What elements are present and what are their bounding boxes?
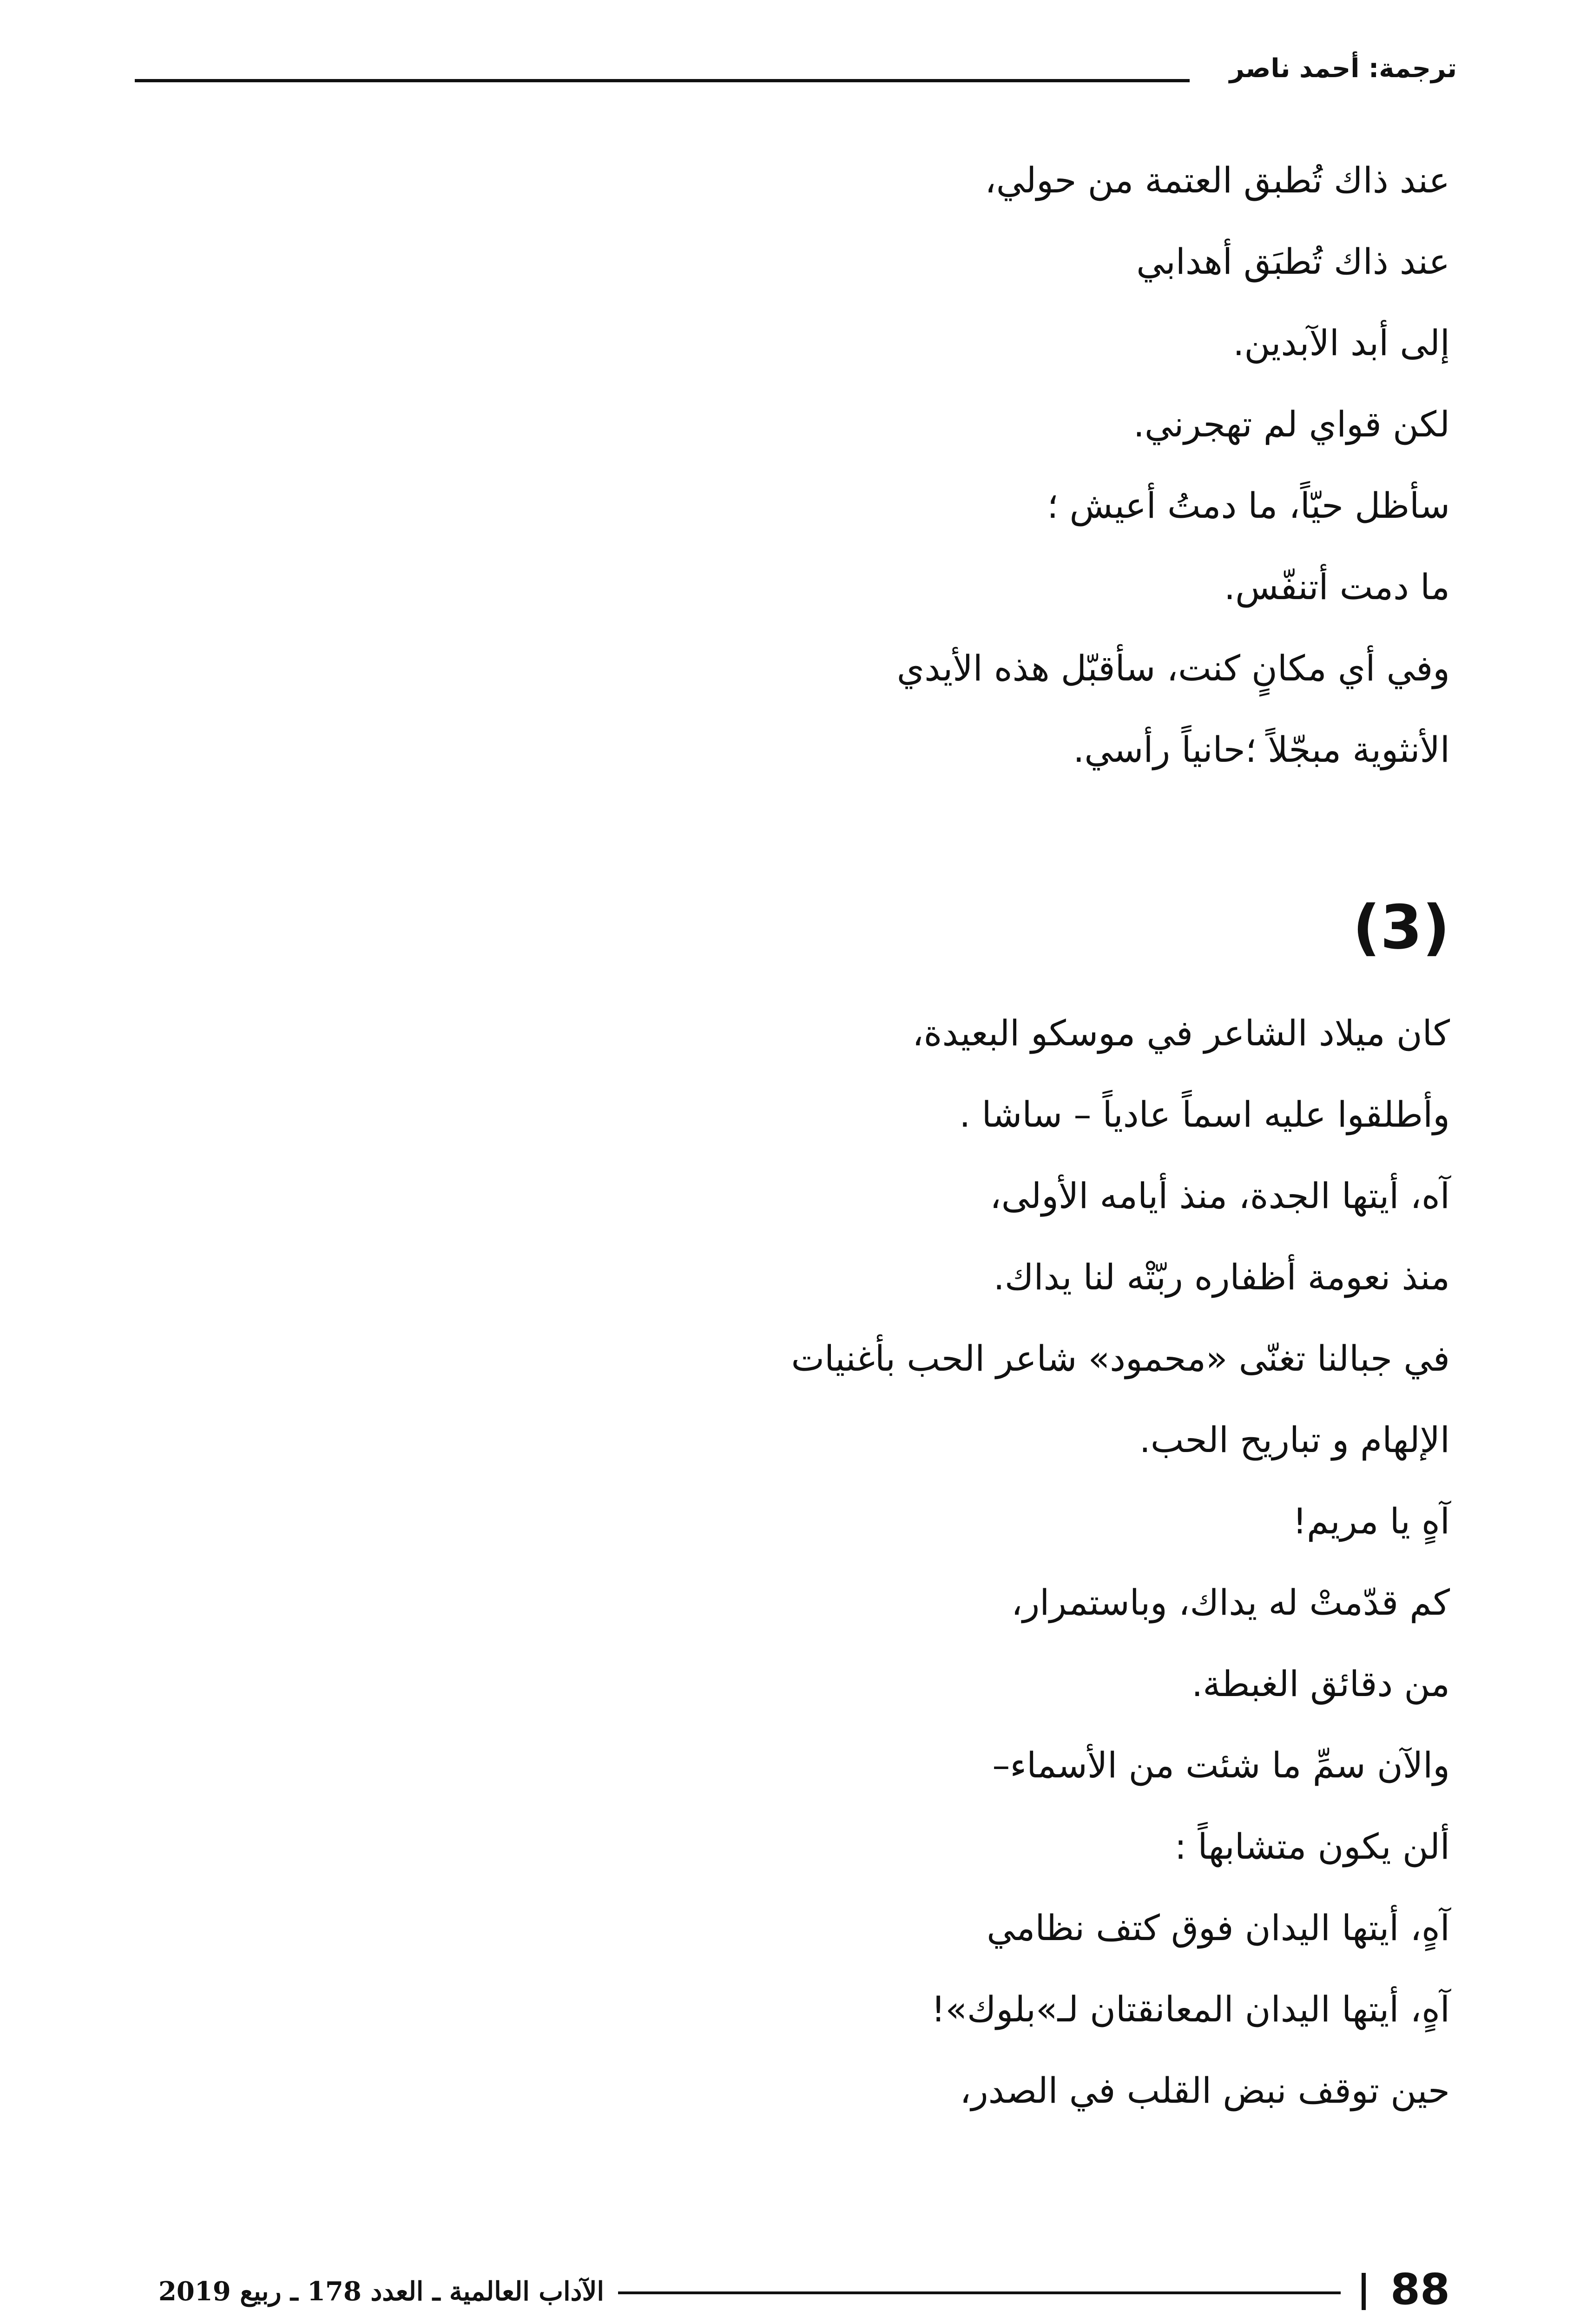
poem-stanza-1 xyxy=(897,139,1450,790)
poem-line: لكن قواي لم تهجرني. xyxy=(1133,403,1450,445)
poem-line: وأطلقوا عليه اسماً عادياً – ساشا . xyxy=(959,1094,1450,1135)
poem-line: آه، أيتها الجدة، منذ أيامه الأولى، xyxy=(990,1175,1450,1216)
poem-line: والآن سمِّ ما شئت من الأسماء– xyxy=(992,1744,1450,1786)
translator-credit: ترجمة: أحمد ناصر xyxy=(1229,53,1457,84)
poem-line: وفي أي مكانٍ كنت، سأقبّل هذه الأيدي xyxy=(896,647,1450,689)
poem-line: ألن يكون متشابهاً : xyxy=(1174,1826,1450,1867)
poem-line: الأنثوية مبجّلاً ؛حانياً رأسي. xyxy=(1073,729,1450,770)
poem-line: عند ذاك تُطبَق أهدابي xyxy=(1136,241,1450,282)
poem-line: آهٍ، أيتها اليدان فوق كتف نظامي xyxy=(987,1907,1450,1948)
poem-line: عند ذاك تُطبق العتمة من حولي، xyxy=(985,159,1450,201)
poem-line: آهٍ، أيتها اليدان المعانقتان لـ»بلوك»! xyxy=(931,1988,1450,2030)
issue-info: الآداب العالمية ـ العدد 178 ـ ربيع 2019 xyxy=(158,2276,604,2307)
poem-line: إلى أبد الآبدين. xyxy=(1233,322,1450,363)
poem-line: ما دمت أتنفّس. xyxy=(1224,566,1450,607)
footer-separator-bar xyxy=(1362,2273,1366,2310)
poem-line: كم قدّمتْ له يداك، وباستمرار، xyxy=(1011,1582,1450,1623)
poem-line: الإلهام و تباريح الحب. xyxy=(1139,1419,1450,1460)
poem-line: من دقائق الغبطة. xyxy=(1192,1663,1450,1704)
poem-line: حين توقف نبض القلب في الصدر، xyxy=(960,2070,1450,2111)
poem-line: منذ نعومة أظفاره ربّتْه لنا يداك. xyxy=(993,1256,1450,1298)
section-heading: (3) xyxy=(1352,892,1450,963)
poem-line: كان ميلاد الشاعر في موسكو البعيدة، xyxy=(912,1012,1450,1054)
poem-line: آهٍ يا مريم! xyxy=(1292,1500,1450,1542)
poem-line: سأظل حيّاً، ما دمتُ أعيش ؛ xyxy=(1047,485,1450,526)
poem-stanza-2 xyxy=(791,992,1450,2131)
page-number: 88 xyxy=(1390,2265,1450,2314)
footer-rule xyxy=(618,2291,1341,2294)
header-rule xyxy=(135,79,1190,82)
poem-line: في جبالنا تغنّى «محمود» شاعر الحب بأغنيات xyxy=(791,1338,1450,1379)
